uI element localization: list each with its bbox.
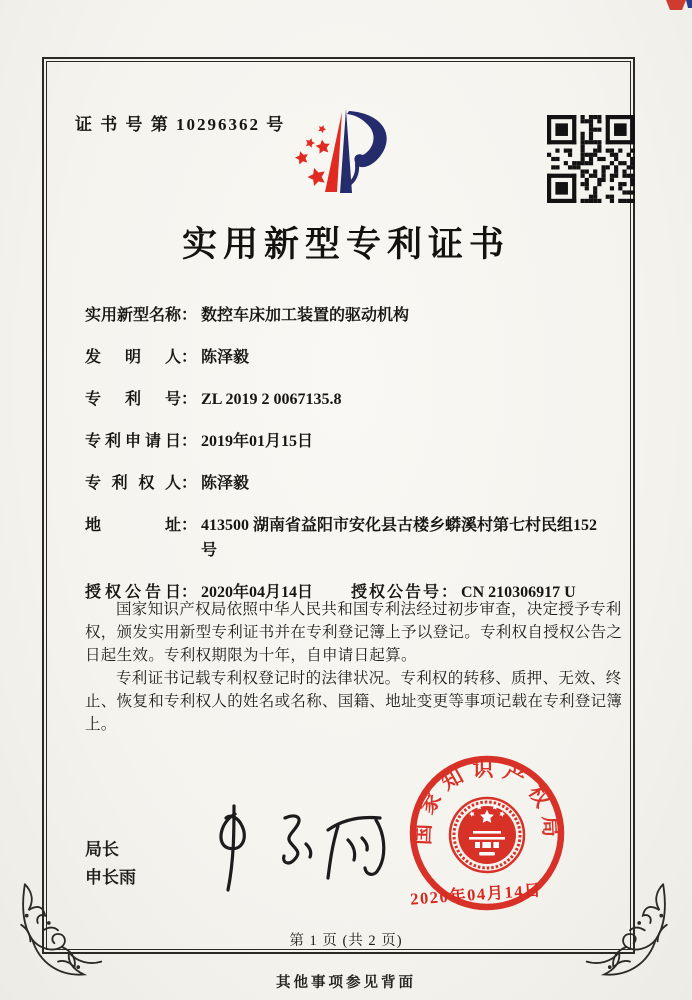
field-label: 地址 (85, 517, 181, 534)
back-note: 其他事项参见背面 (276, 975, 416, 991)
certificate-title: 实用新型专利证书 (181, 225, 510, 264)
field-value: 413500 湖南省益阳市安化县古楼乡蟒溪村第七村民组152号 (201, 517, 598, 559)
field-colon: ： (181, 433, 198, 450)
field-value: 2019年01月15日 (201, 433, 314, 450)
field-colon: ： (181, 584, 198, 601)
legal-paragraph: 专利证书记载专利权登记时的法律状况。专利权的转移、质押、无效、终止、恢复和专利权人的姓名或名称、国籍、地址变更等事项记载在专利登记簿上。 (85, 670, 623, 733)
field-value: 数控车床加工装置的驱动机构 (201, 307, 410, 324)
floral-corner-ornament (584, 876, 676, 992)
field-label: 实用新型名称 (85, 307, 182, 324)
grant-no-label: 授权公告号 (351, 584, 442, 601)
field-colon: ： (441, 584, 458, 601)
field-label: 授权公告日 (85, 584, 181, 601)
page-number: 第 1 页 (共 2 页) (289, 933, 403, 949)
field-row-inventor (85, 345, 634, 370)
grant-date-value: 2020年04月14日 (201, 584, 314, 601)
field-label: 专利号 (85, 391, 181, 408)
field-row-address (85, 513, 634, 563)
field-label: 专利申请日 (85, 433, 181, 450)
field-row-patentee (85, 471, 634, 496)
field-colon: ： (181, 475, 198, 492)
floral-corner-ornament (12, 876, 104, 992)
field-value: ZL 2019 2 0067135.8 (201, 391, 342, 408)
field-row-filing-date (85, 429, 634, 454)
field-label: 发明人 (85, 349, 181, 366)
field-row-patent-no (85, 387, 634, 412)
grant-no-value: CN 210306917 U (461, 584, 576, 601)
commissioner-name: 申长雨 (85, 868, 136, 887)
seal-date: 2020年04月14日 (409, 880, 543, 909)
commissioner-signature (190, 800, 400, 895)
cnipa-logo-icon (285, 103, 397, 195)
qr-code (547, 115, 635, 203)
field-colon: ： (181, 517, 198, 534)
photo-edge-artifact (662, 0, 692, 16)
field-colon: ： (181, 349, 198, 366)
legal-text (85, 598, 630, 736)
field-value: 陈泽毅 (201, 475, 250, 492)
commissioner-title: 局长 (85, 840, 119, 859)
fields-section (85, 303, 634, 622)
field-label: 专利权人 (85, 475, 181, 492)
field-row-name (85, 303, 634, 328)
legal-paragraph: 国家知识产权局依照中华人民共和国专利法经过初步审查，决定授予专利权，颁发实用新型专利证书并在专利登记簿上予以登记。专利权自授权公告之日起生效。专利权期限为十年，自申请日起算。 (85, 601, 623, 664)
field-colon: ： (181, 391, 198, 408)
field-colon: ： (181, 307, 198, 324)
field-value: 陈泽毅 (201, 349, 250, 366)
seal-text: 国家知识产权局 (410, 757, 564, 846)
certificate-number: 证 书 号 第 10296362 号 (75, 115, 286, 134)
national-emblem-icon (450, 798, 524, 872)
